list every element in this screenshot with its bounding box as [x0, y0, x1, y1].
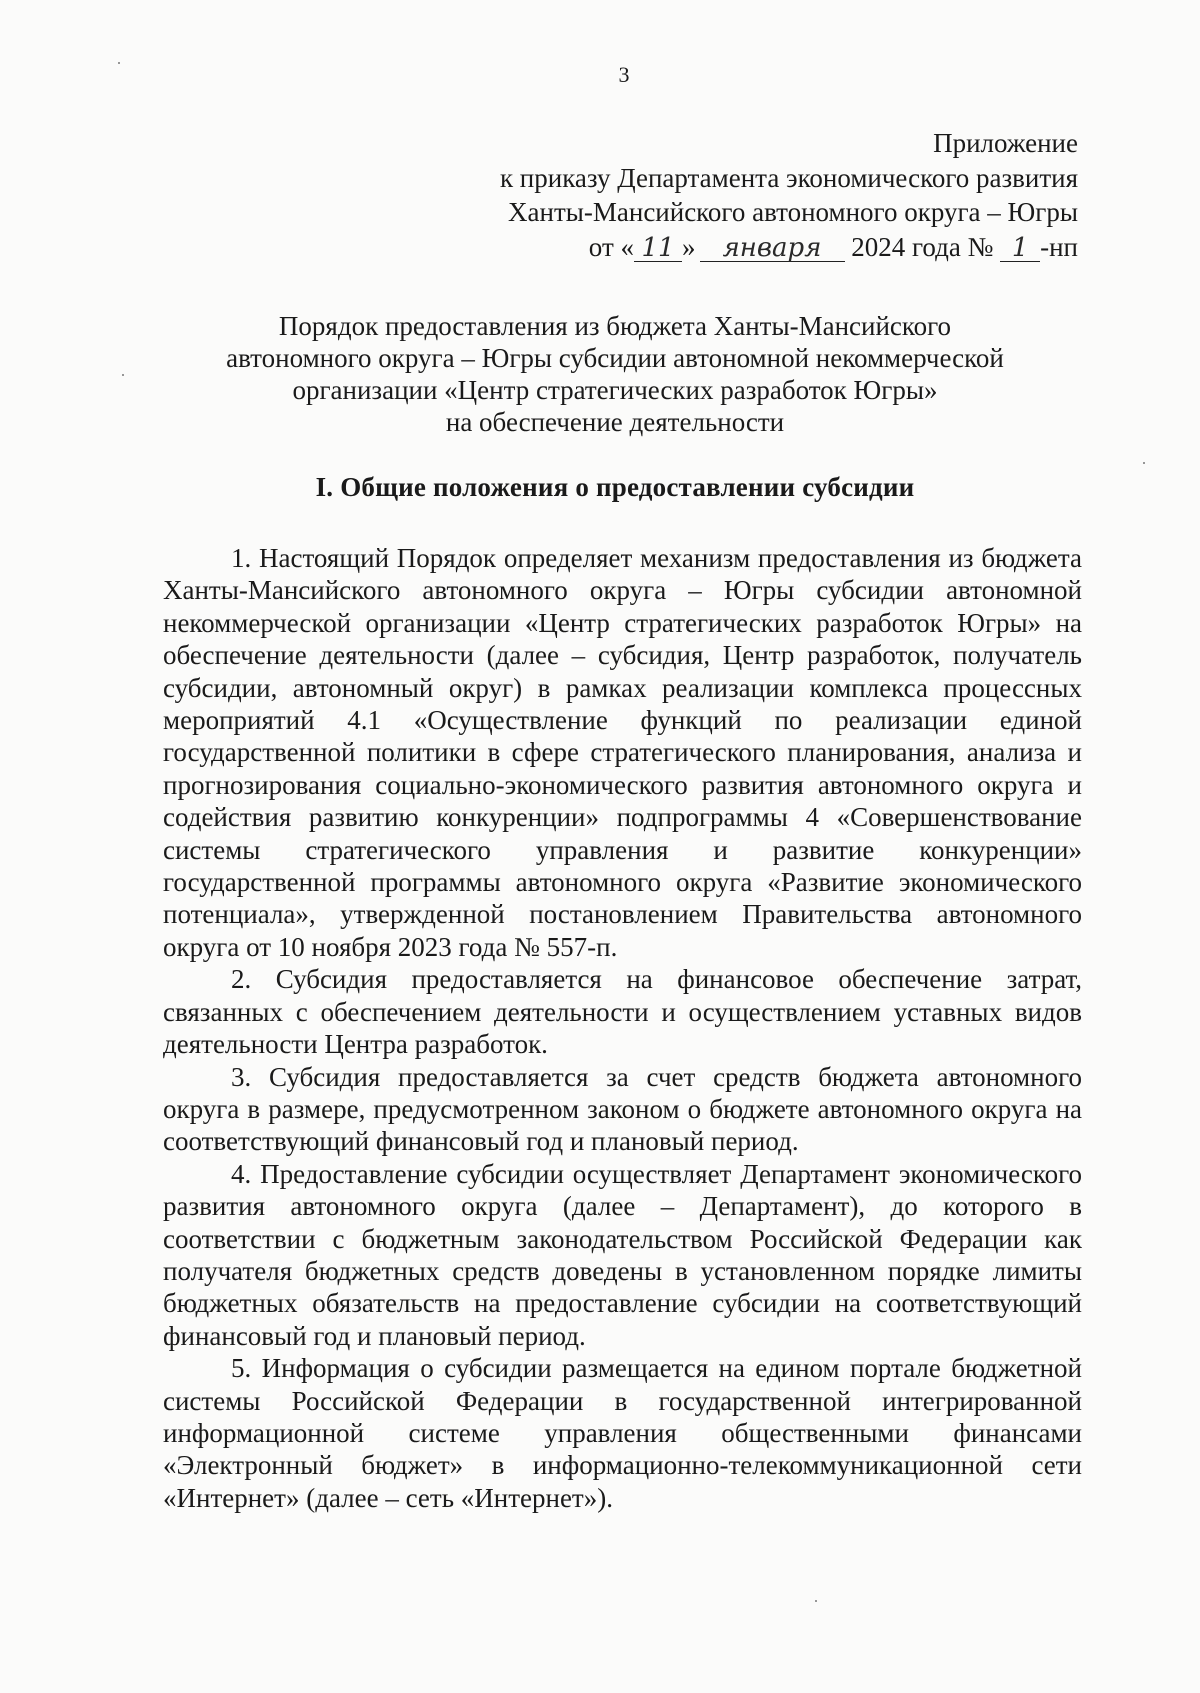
handwritten-order-number: 1	[1000, 235, 1040, 262]
title-line: автономного округа – Югры субсидии автономной некоммерческой	[226, 343, 1004, 373]
document-title	[150, 310, 1080, 438]
page-number: 3	[618, 62, 630, 87]
order-date-line	[500, 230, 1078, 265]
scan-speck	[122, 374, 124, 376]
title-line: Порядок предоставления из бюджета Ханты-Мансийского	[278, 311, 952, 341]
region-name: Ханты-Мансийского автономного округа – Югры	[508, 197, 1078, 227]
paragraph-2: 2. Субсидия предоставляется на финансовое обеспечение затрат, связанных с обеспечением деятельности и осуществлением уставных видов деятельности Центра разработок.	[163, 964, 1082, 1060]
paragraph-5: 5. Информация о субсидии размещается на едином портале бюджетной системы Российской Федерации в государственной интегрированной информационной системе управления общественными финансами «Электронный бюджет» в информационно-телекоммуникационной сети «Интернет» (далее – сеть «Интернет»).	[163, 1353, 1082, 1513]
handwritten-month: января	[700, 235, 845, 262]
order-reference: к приказу Департамента экономического развития	[499, 162, 1078, 193]
order-suffix: -нп	[1040, 231, 1078, 262]
date-prefix: от «	[588, 231, 634, 262]
date-close-quote: »	[682, 231, 696, 262]
scan-speck	[118, 62, 120, 64]
section-heading: I. Общие положения о предоставлении субсидии	[315, 472, 915, 502]
scan-speck	[1143, 462, 1145, 464]
title-line: организации «Центр стратегических разработок Югры»	[292, 375, 938, 405]
handwritten-day: 11	[634, 235, 682, 262]
body-text	[163, 542, 1082, 1514]
appendix-label: Приложение	[933, 128, 1078, 158]
scan-speck	[815, 1600, 817, 1602]
date-year-text: 2024 года №	[851, 231, 994, 262]
paragraph-4: 4. Предоставление субсидии осуществляет Департамент экономического развития автономного округа (далее – Департамент), до которого в соответствии с бюджетным законодательством Российской Федерации как получателя бюджетных средств доведены в установленном порядке лимиты бюджетных обязательств на предоставление субсидии на соответствующий финансовый год и плановый период.	[163, 1158, 1082, 1351]
paragraph-1: 1. Настоящий Порядок определяет механизм предоставления из бюджета Ханты-Мансийского автономного округа – Югры субсидии автономной некоммерческой организации «Центр стратегических разработок Югры» на обеспечение деятельности (далее – субсидия, Центр разработок, получатель субсидии, автономный округ) в рамках реализации комплекса процессных мероприятий 4.1 «Осуществление функций по реализации единой государственной политики в сфере стратегического планирования, анализа и прогнозирования социально-экономического развития автономного округа и содействия развитию конкуренции» подпрограммы 4 «Совершенствование системы стратегического управления и развитие конкуренции» государственной программы автономного округа «Развитие экономического потенциала», утвержденной постановлением Правительства автономного округа от 10 ноября 2023 года № 557-п.	[163, 543, 1082, 962]
paragraph-3: 3. Субсидия предоставляется за счет средств бюджета автономного округа в размере, предусмотренном законом о бюджете автономного округа на соответствующий финансовый год и плановый период.	[163, 1061, 1082, 1157]
appendix-header	[500, 126, 1078, 264]
title-line: на обеспечение деятельности	[445, 407, 785, 437]
